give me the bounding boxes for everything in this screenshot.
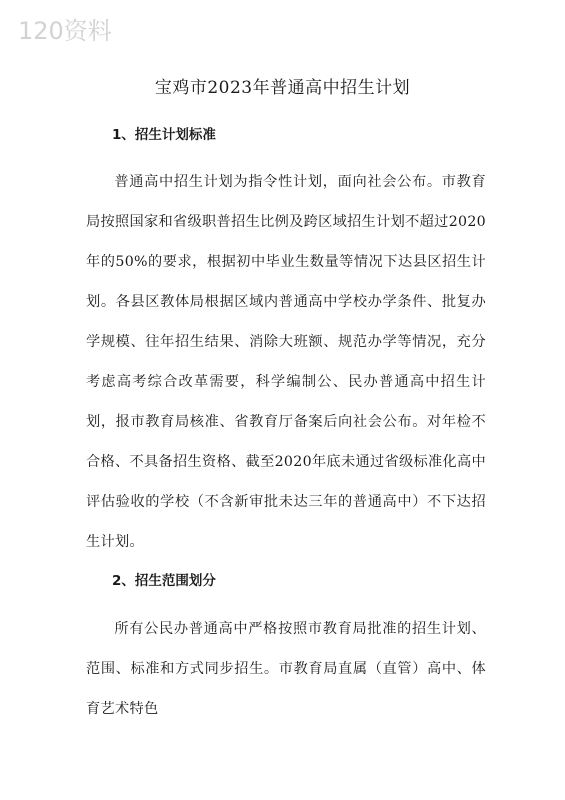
section-heading-1: 1、招生计划标准 <box>112 127 216 143</box>
watermark-logo: 120资料 <box>18 17 112 45</box>
section-paragraph-1: 普通高中招生计划为指令性计划，面向社会公布。市教育局按照国家和省级职普招生比例及跨区域招生计划不超过2020年的50%的要求，根据初中毕业生数量等情况下达县区招生计划。各县区教体局根据区域内普通高中学校办学条件、批复办学规模、往年招生结果、消除大班额、规范办学等情况，充分考虑高考综合改革需要，科学编制公、民办普通高中招生计划，报市教育局核准、省教育厅备案后向社会公布。对年检不合格、不具备招生资格、截至2020年底未通过省级标准化高中评估验收的学校（不含新审批未达三年的普通高中）不下达招生计划。 <box>86 174 486 550</box>
document-title: 宝鸡市2023年普通高中招生计划 <box>154 78 411 98</box>
section-heading-2: 2、招生范围划分 <box>112 573 216 589</box>
section-paragraph-2: 所有公民办普通高中严格按照市教育局批准的招生计划、范围、标准和方式同步招生。市教育局直属（直管）高中、体育艺术特色 <box>86 621 486 717</box>
